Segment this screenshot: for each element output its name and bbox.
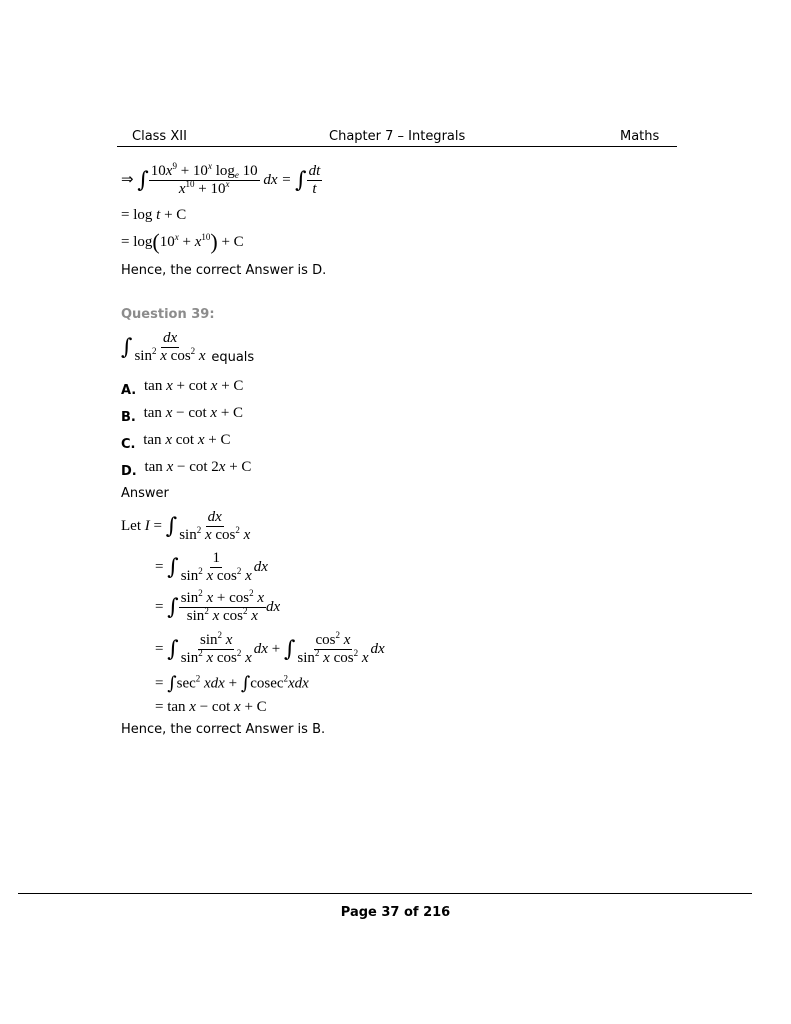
- option-label: B.: [121, 410, 136, 425]
- integral-sign: ∫: [167, 594, 179, 620]
- fraction: $\frac{1}{\sin^2 x \cos^2 x}$: [180, 550, 252, 584]
- dx-equals: dx =: [263, 171, 292, 188]
- answer-conclusion: Hence, the correct Answer is B.: [121, 722, 326, 737]
- fraction: $\frac{dx}{\sin^2 x \cos^2 x}$: [134, 330, 206, 364]
- implies-arrow: ⇒: [121, 171, 134, 188]
- option-label: C.: [121, 437, 136, 452]
- answer-heading: Answer: [121, 486, 169, 501]
- integral-sign: ∫: [137, 167, 149, 193]
- prev-conclusion: Hence, the correct Answer is D.: [121, 263, 327, 278]
- answer-step-2: = ∫ $\frac{1}{\sin^2 x \cos^2 x}$ dx: [155, 550, 268, 584]
- prev-step-1: [121, 161, 322, 197]
- option-a: A. tan x + cot x + C: [121, 378, 244, 398]
- integral-sign: ∫: [283, 636, 296, 662]
- option-label: A.: [121, 383, 137, 398]
- fraction: $\frac{\sin^2 x}{\sin^2 x \cos^2 x}$: [180, 630, 252, 666]
- integral-sign: ∫: [121, 334, 133, 360]
- integral-sign: ∫: [165, 513, 178, 539]
- fraction: $\frac{10x^9 + 10^x \log_e 10}{x^{10} + 10^x}$: [150, 161, 258, 197]
- fraction: $\frac{dx}{\sin^2 x \cos^2 x}$: [179, 509, 251, 543]
- footer-divider: [18, 893, 752, 894]
- question-integral: [121, 331, 254, 364]
- option-c: C. tan x cot x + C: [121, 432, 231, 452]
- option-d: D. tan x − cot 2x + C: [121, 459, 252, 479]
- answer-step-3: = ∫ $\frac{\sin^2 x + \cos^2 x}{\sin^2 x \cos^2 x}$ dx: [155, 588, 281, 624]
- page-number: Page 37 of 216: [340, 905, 451, 920]
- prev-step-3: = $\log(10^x + x^{10}) + C$: [121, 229, 244, 254]
- integral-sign: ∫: [167, 636, 179, 662]
- option-b: B. tan x − cot x + C: [121, 405, 244, 425]
- fraction: $\frac{\sin^2 x + \cos^2 x}{\sin^2 x \cos^2 x}$: [180, 588, 265, 624]
- integral-sign: ∫: [167, 554, 179, 580]
- fraction-rhs: $\frac{dt}{t}$: [308, 163, 321, 197]
- fraction: $\frac{\cos^2 x}{\sin^2 x \cos^2 x}$: [297, 630, 369, 666]
- header-class: Class XII: [132, 129, 187, 144]
- header-subject: Maths: [620, 129, 660, 144]
- prev-step-2: = log t + C: [121, 207, 187, 223]
- answer-step-5: = $\int\sec^2$ xdx + ∫cosec$^2$xdx: [155, 673, 309, 694]
- equals-word: equals: [211, 349, 255, 365]
- integral-sign: ∫: [295, 167, 307, 193]
- header-divider: [117, 146, 677, 147]
- header-chapter: Chapter 7 – Integrals: [329, 129, 466, 144]
- option-label: D.: [121, 464, 137, 479]
- answer-step-4: = ∫ $\frac{\sin^2 x}{\sin^2 x \cos^2 x}$ dx + ∫ $\frac{\cos^2 x}{\sin^2 x \cos^2 x}$ dx: [155, 630, 385, 666]
- question-title: Question 39:: [121, 307, 215, 322]
- answer-step-1: Let I = ∫ $\frac{dx}{\sin^2 x \cos^2 x}$: [121, 509, 251, 543]
- answer-step-6: = tan x − cot x + C: [155, 699, 267, 715]
